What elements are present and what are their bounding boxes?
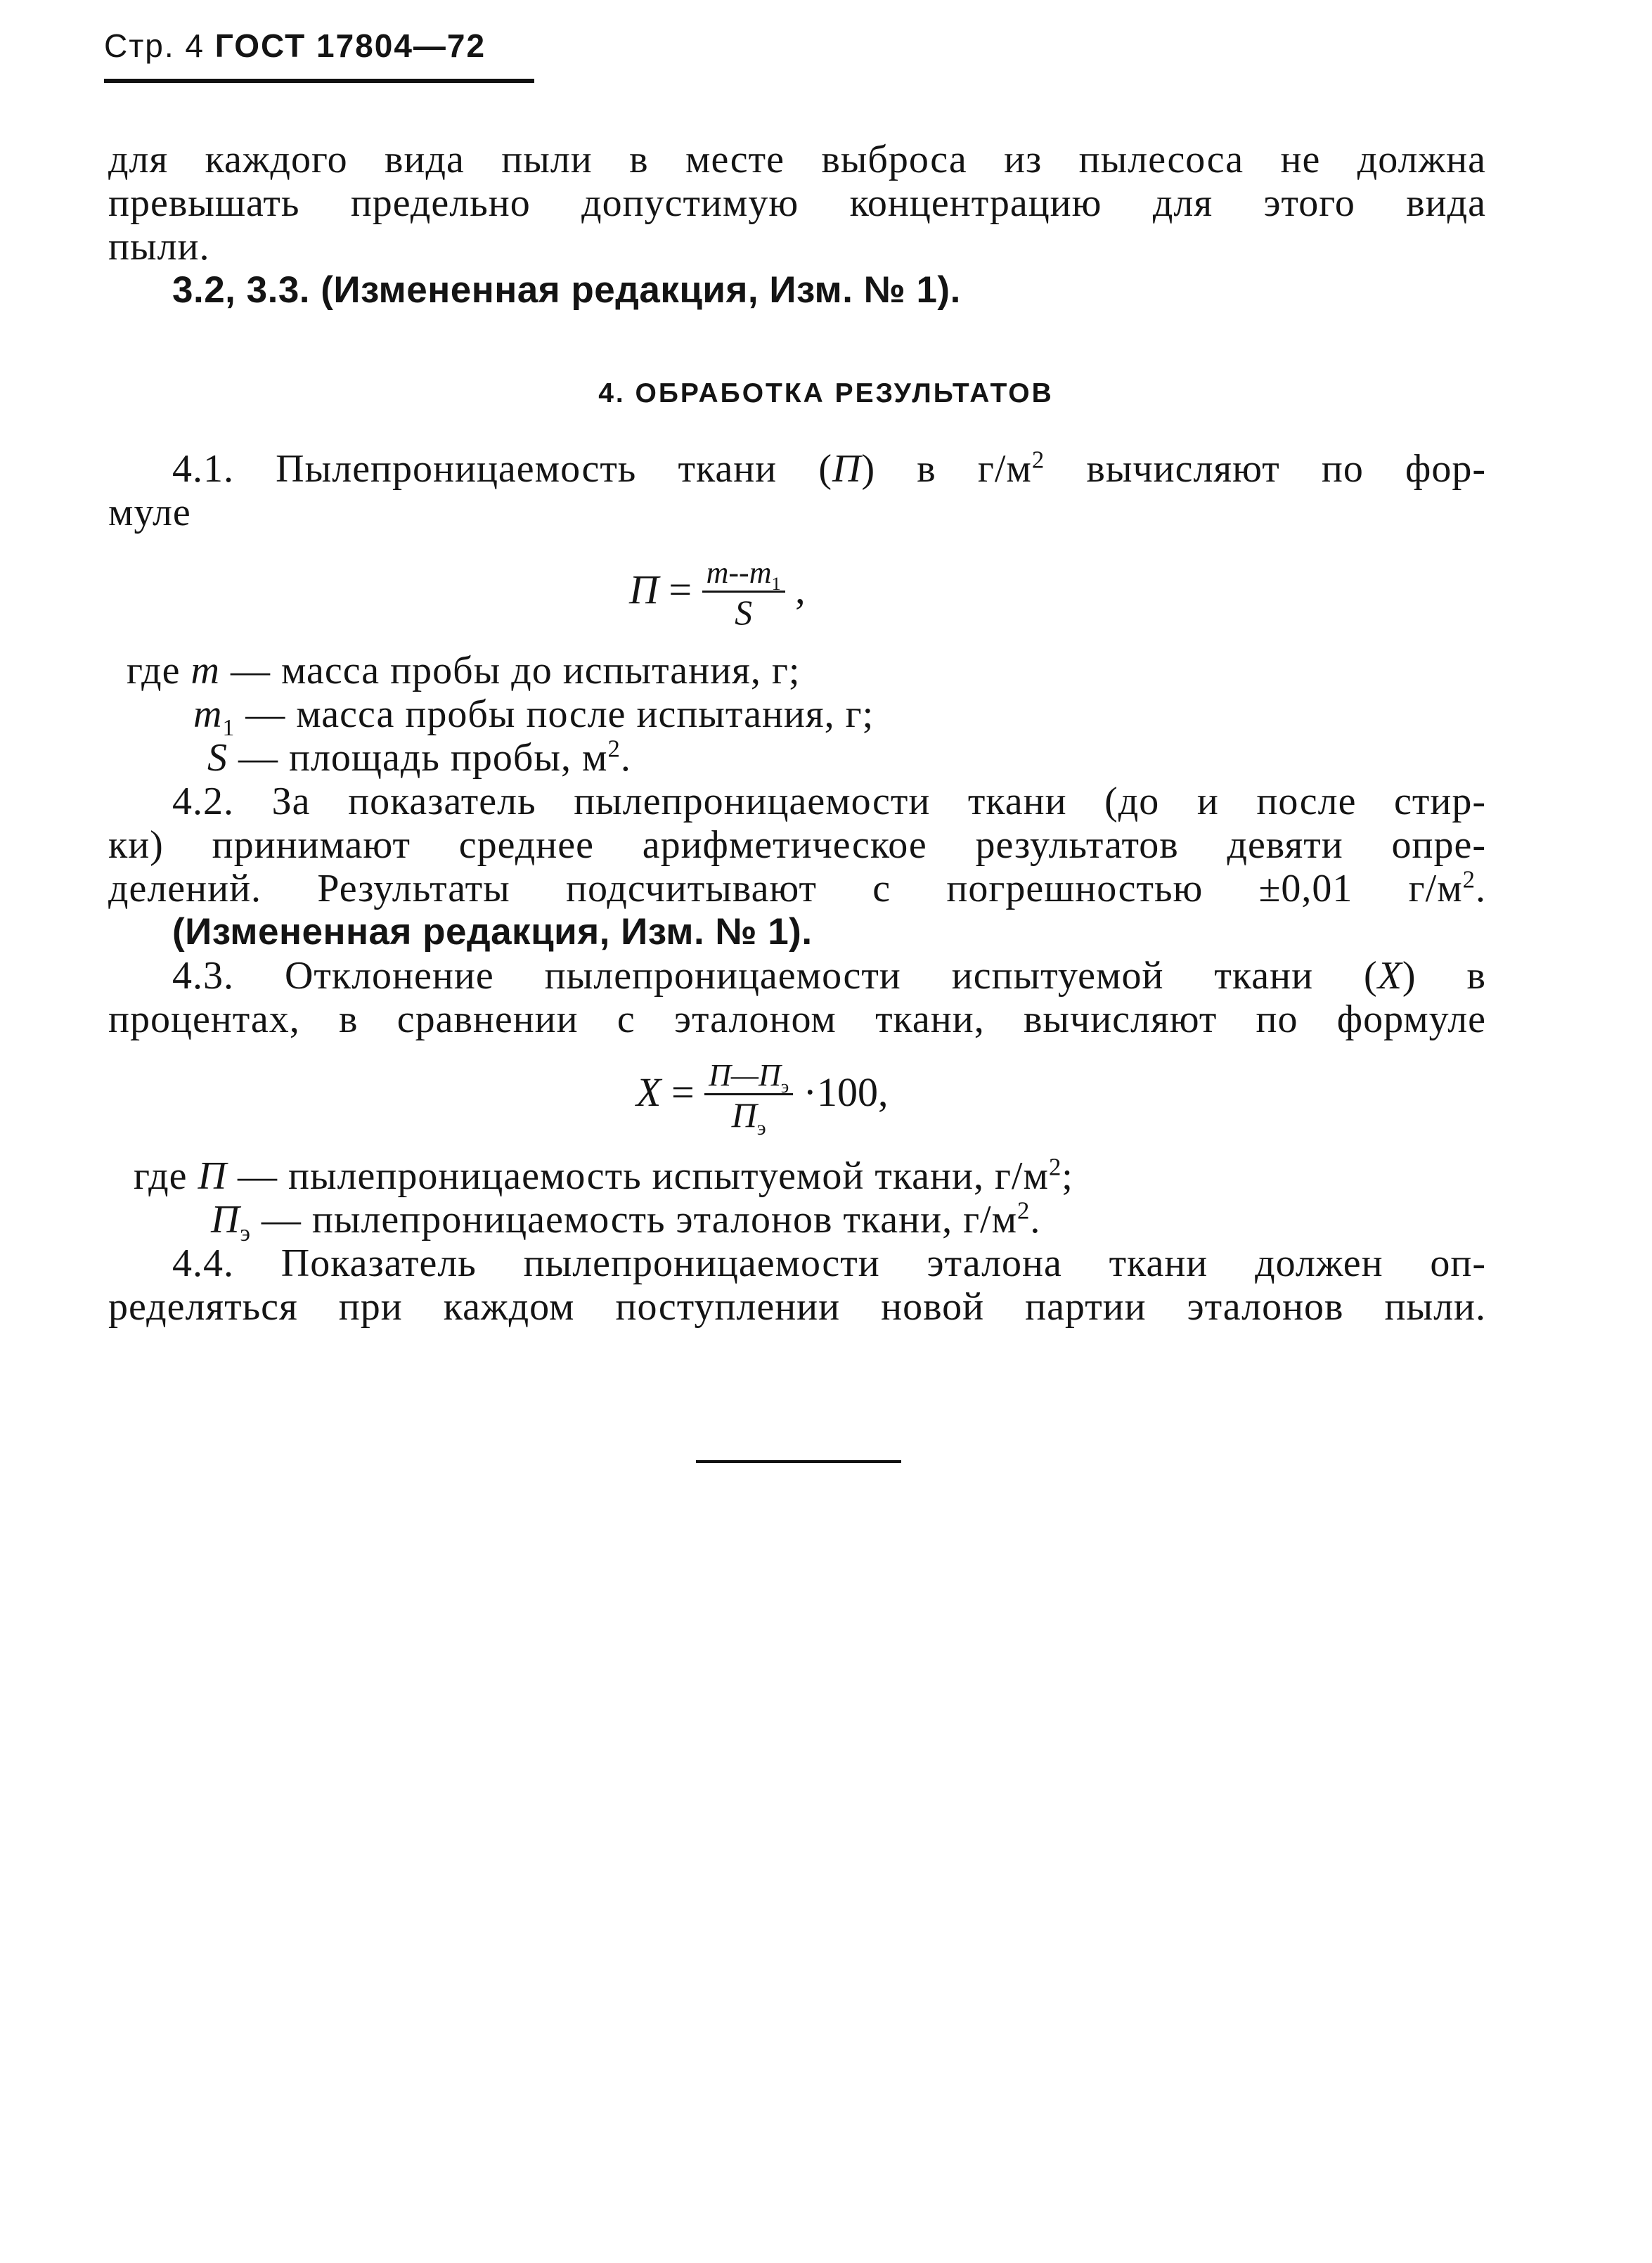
paragraph-line: пыли. [108,225,210,269]
end-rule [696,1460,901,1463]
paragraph-4-1-line: муле [108,491,191,534]
paragraph-4-2-line: 4.2. За показатель пылепроницаемости ткани (до и после стир- [172,780,1486,823]
definition-line: $m_1$ — масса пробы после испытания, г; [193,692,875,742]
definition-line: где П — пылепроницаемость испытуемой ткани, $г/м^2$; [134,1153,1073,1198]
amendment-note: (Измененная редакция, Изм. № 1). [172,911,813,953]
header-rule [104,79,534,83]
definition-line: S — площадь пробы, $м^2$. [207,735,631,780]
paragraph-4-3-line: 4.3. Отклонение пылепроницаемости испытуемой ткани (X) в [172,954,1487,998]
paragraph-4-4-line: ределяться при каждом поступлении новой партии эталонов пыли. [108,1285,1486,1329]
page-number: Стр. 4 [104,27,205,64]
fraction: $\frac{m--m_1}{S}$ [702,555,785,632]
paragraph-4-3-line: процентах, в сравнении с эталоном ткани, вычисляют по формуле [108,998,1486,1041]
paragraph-line: для каждого вида пыли в месте выброса из пылесоса не должна [108,138,1486,181]
definition-line: где m — масса пробы до испытания, г; [127,649,801,692]
paragraph-line: превышать предельно допустимую концентрацию для этого вида [108,181,1486,225]
paragraph-4-1-line: 4.1. Пылепроницаемость ткани (П) в $г/м^2$ вычисляют по фор- [172,446,1486,491]
paragraph-4-2-line: ки) принимают среднее арифметическое результатов девяти опре- [108,823,1486,867]
formula-deviation: X = $\frac{П—П_э}{П_э}$ ·100, [636,1058,889,1140]
page-header [104,27,486,65]
formula-dust-permeability: П = $\frac{m--m_1}{S}$ , [629,555,806,632]
definition-line: $П_э$ — пылепроницаемость эталонов ткани, $г/м^2$. [211,1197,1041,1247]
amendment-note: 3.2, 3.3. (Измененная редакция, Изм. № 1). [172,269,961,311]
fraction: $\frac{П—П_э}{П_э}$ [704,1058,793,1135]
paragraph-4-2-line: делений. Результаты подсчитывают с погрешностью ±0,01 $г/м^2$. [108,865,1486,910]
section-title: 4. ОБРАБОТКА РЕЗУЛЬТАТОВ [598,378,1054,408]
paragraph-4-4-line: 4.4. Показатель пылепроницаемости эталона ткани должен оп- [172,1242,1486,1285]
standard-number: ГОСТ 17804—72 [214,27,486,64]
